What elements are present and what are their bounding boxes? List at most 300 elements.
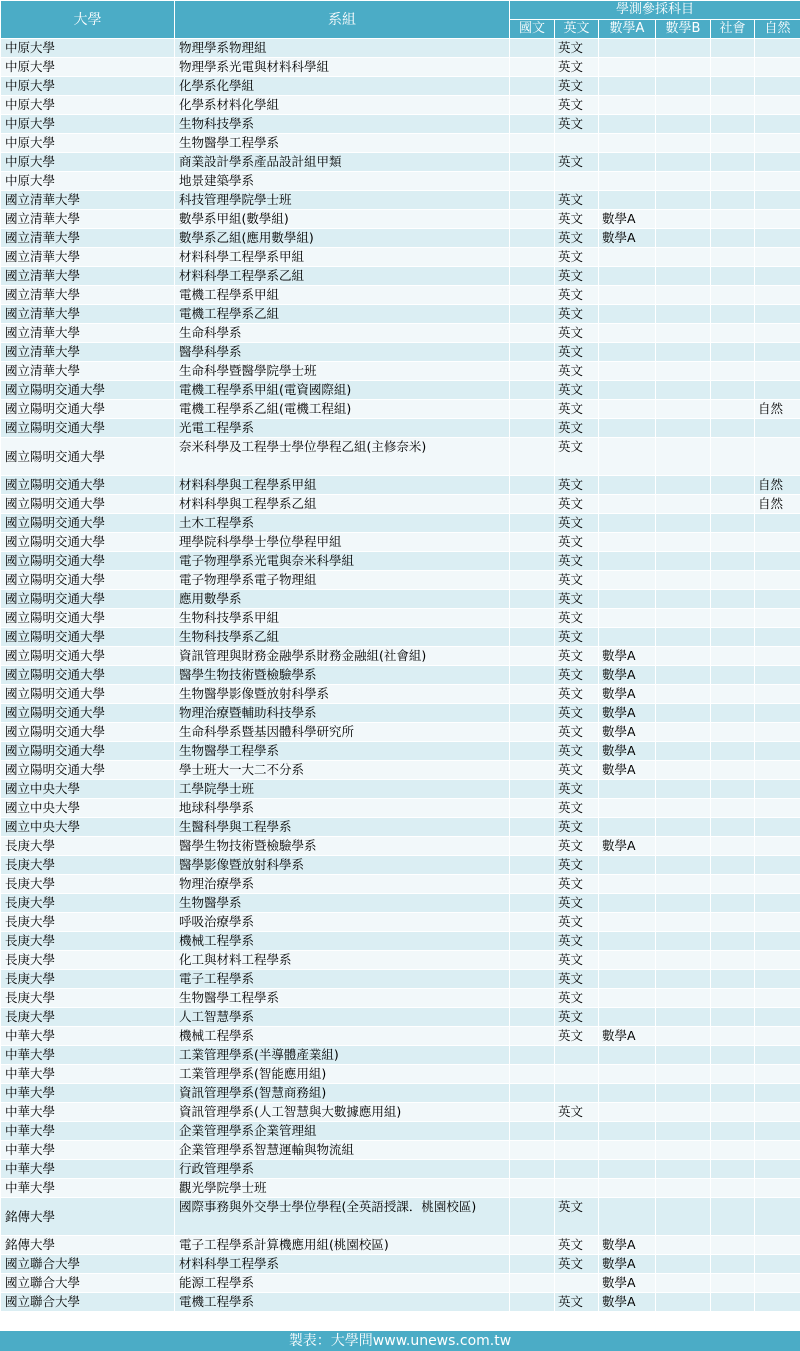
table-row — [1, 1198, 800, 1236]
table-row — [1, 77, 800, 96]
subject-math-b-cell — [656, 666, 711, 685]
university-cell: 中原大學 — [1, 153, 175, 172]
university-cell: 國立清華大學 — [1, 286, 175, 305]
university-cell: 國立陽明交通大學 — [1, 476, 175, 495]
university-cell: 國立陽明交通大學 — [1, 647, 175, 666]
subject-english-cell: 英文 — [555, 837, 599, 856]
subject-science-cell — [755, 1122, 800, 1141]
subject-math-a-cell: 數學A — [599, 837, 656, 856]
subject-chinese-cell — [510, 1179, 555, 1198]
header-subject-math-a: 數學A — [599, 20, 656, 39]
subject-math-a-cell: 數學A — [599, 1293, 656, 1312]
university-cell: 中華大學 — [1, 1084, 175, 1103]
subject-math-b-cell — [656, 1179, 711, 1198]
department-cell: 電子工程學系 — [175, 970, 510, 989]
subject-math-a-cell: 數學A — [599, 666, 656, 685]
subject-chinese-cell — [510, 191, 555, 210]
subject-english-cell: 英文 — [555, 723, 599, 742]
subject-math-a-cell — [599, 267, 656, 286]
subject-science-cell — [755, 1160, 800, 1179]
subject-science-cell — [755, 1065, 800, 1084]
subject-english-cell: 英文 — [555, 343, 599, 362]
subject-english-cell: 英文 — [555, 514, 599, 533]
subject-math-a-cell — [599, 1141, 656, 1160]
subject-english-cell: 英文 — [555, 799, 599, 818]
subject-chinese-cell — [510, 628, 555, 647]
university-cell: 長庚大學 — [1, 989, 175, 1008]
subject-math-b-cell — [656, 780, 711, 799]
subject-english-cell: 英文 — [555, 191, 599, 210]
university-cell: 中原大學 — [1, 39, 175, 58]
department-cell: 物理學系光電與材料科學組 — [175, 58, 510, 77]
department-cell: 工業管理學系(智能應用組) — [175, 1065, 510, 1084]
subject-english-cell: 英文 — [555, 704, 599, 723]
subject-chinese-cell — [510, 343, 555, 362]
subject-math-b-cell — [656, 96, 711, 115]
subject-english-cell — [555, 1084, 599, 1103]
table-row — [1, 1236, 800, 1255]
subject-chinese-cell — [510, 1008, 555, 1027]
subject-math-b-cell — [656, 932, 711, 951]
subject-math-a-cell — [599, 628, 656, 647]
table-row — [1, 780, 800, 799]
subject-math-b-cell — [656, 970, 711, 989]
table-row — [1, 476, 800, 495]
subject-math-a-cell — [599, 286, 656, 305]
department-cell: 電機工程學系乙組 — [175, 305, 510, 324]
subject-math-b-cell — [656, 704, 711, 723]
subject-science-cell — [755, 932, 800, 951]
subject-math-b-cell — [656, 514, 711, 533]
subject-english-cell: 英文 — [555, 419, 599, 438]
subject-math-b-cell — [656, 723, 711, 742]
subject-math-b-cell — [656, 1046, 711, 1065]
subject-chinese-cell — [510, 533, 555, 552]
footer-credit: 製表：大學問www.unews.com.tw — [0, 1331, 800, 1351]
department-cell: 電子工程學系計算機應用組(桃園校區) — [175, 1236, 510, 1255]
subject-science-cell — [755, 229, 800, 248]
subject-chinese-cell — [510, 875, 555, 894]
department-cell: 應用數學系 — [175, 590, 510, 609]
department-cell: 工業管理學系(半導體產業組) — [175, 1046, 510, 1065]
subject-math-a-cell: 數學A — [599, 229, 656, 248]
department-cell: 材料科學工程學系 — [175, 1255, 510, 1274]
subject-math-a-cell — [599, 590, 656, 609]
subject-social-cell — [711, 286, 755, 305]
subject-math-b-cell — [656, 856, 711, 875]
university-cell: 長庚大學 — [1, 875, 175, 894]
department-cell: 企業管理學系智慧運輸與物流組 — [175, 1141, 510, 1160]
department-cell: 化學系材料化學組 — [175, 96, 510, 115]
subject-math-b-cell — [656, 818, 711, 837]
table-row — [1, 875, 800, 894]
subject-english-cell: 英文 — [555, 77, 599, 96]
university-cell: 中原大學 — [1, 115, 175, 134]
subject-math-a-cell — [599, 77, 656, 96]
department-cell: 光電工程學系 — [175, 419, 510, 438]
table-row — [1, 438, 800, 476]
subject-science-cell — [755, 571, 800, 590]
university-cell: 中原大學 — [1, 58, 175, 77]
subject-science-cell — [755, 1103, 800, 1122]
subject-math-a-cell — [599, 932, 656, 951]
department-cell: 科技管理學院學士班 — [175, 191, 510, 210]
subject-science-cell — [755, 533, 800, 552]
subject-chinese-cell — [510, 96, 555, 115]
subject-chinese-cell — [510, 780, 555, 799]
subject-english-cell: 英文 — [555, 913, 599, 932]
subject-chinese-cell — [510, 856, 555, 875]
subject-math-a-cell — [599, 875, 656, 894]
subject-social-cell — [711, 799, 755, 818]
subject-math-b-cell — [656, 381, 711, 400]
subject-chinese-cell — [510, 894, 555, 913]
subject-science-cell — [755, 1084, 800, 1103]
subject-math-b-cell — [656, 1065, 711, 1084]
subject-chinese-cell — [510, 495, 555, 514]
header-subject-chinese: 國文 — [510, 20, 555, 39]
subject-english-cell — [555, 1141, 599, 1160]
university-cell: 銘傳大學 — [1, 1198, 175, 1236]
subject-math-a-cell: 數學A — [599, 210, 656, 229]
subject-math-b-cell — [656, 799, 711, 818]
subject-science-cell — [755, 286, 800, 305]
header-department: 系組 — [175, 1, 510, 39]
university-cell: 國立聯合大學 — [1, 1255, 175, 1274]
subject-math-a-cell — [599, 400, 656, 419]
subject-math-b-cell — [656, 1274, 711, 1293]
table-row — [1, 1160, 800, 1179]
subject-math-a-cell — [599, 970, 656, 989]
department-cell: 生命科學暨醫學院學士班 — [175, 362, 510, 381]
department-cell: 能源工程學系 — [175, 1274, 510, 1293]
table-row — [1, 1103, 800, 1122]
university-cell: 國立清華大學 — [1, 191, 175, 210]
department-cell: 電機工程學系甲組(電資國際組) — [175, 381, 510, 400]
subject-chinese-cell — [510, 39, 555, 58]
table-row — [1, 989, 800, 1008]
subject-math-b-cell — [656, 172, 711, 191]
subject-math-b-cell — [656, 210, 711, 229]
subject-social-cell — [711, 1179, 755, 1198]
university-cell: 國立陽明交通大學 — [1, 552, 175, 571]
subject-math-a-cell — [599, 780, 656, 799]
department-cell: 材料科學與工程學系乙組 — [175, 495, 510, 514]
subject-math-b-cell — [656, 837, 711, 856]
subject-english-cell — [555, 1179, 599, 1198]
department-cell: 物理學系物理組 — [175, 39, 510, 58]
subject-social-cell — [711, 894, 755, 913]
subject-social-cell — [711, 514, 755, 533]
department-cell: 資訊管理學系(智慧商務組) — [175, 1084, 510, 1103]
subject-chinese-cell — [510, 210, 555, 229]
subject-science-cell — [755, 191, 800, 210]
university-cell: 國立陽明交通大學 — [1, 723, 175, 742]
university-cell: 國立陽明交通大學 — [1, 514, 175, 533]
subject-social-cell — [711, 77, 755, 96]
subject-social-cell — [711, 628, 755, 647]
subject-math-a-cell — [599, 343, 656, 362]
subject-math-b-cell — [656, 1236, 711, 1255]
subject-english-cell: 英文 — [555, 590, 599, 609]
table-row — [1, 514, 800, 533]
subject-science-cell — [755, 723, 800, 742]
table-row — [1, 229, 800, 248]
subject-math-a-cell: 數學A — [599, 761, 656, 780]
table-row — [1, 590, 800, 609]
subject-social-cell — [711, 780, 755, 799]
table-row — [1, 305, 800, 324]
department-cell: 生物醫學工程學系 — [175, 134, 510, 153]
subject-chinese-cell — [510, 742, 555, 761]
subject-science-cell — [755, 590, 800, 609]
subject-social-cell — [711, 1008, 755, 1027]
department-cell: 理學院科學學士學位學程甲組 — [175, 533, 510, 552]
subject-social-cell — [711, 932, 755, 951]
table-row — [1, 761, 800, 780]
subject-science-cell — [755, 96, 800, 115]
subject-math-b-cell — [656, 419, 711, 438]
university-cell: 長庚大學 — [1, 951, 175, 970]
subject-english-cell: 英文 — [555, 1103, 599, 1122]
subject-math-b-cell — [656, 685, 711, 704]
subject-math-a-cell — [599, 1084, 656, 1103]
subject-social-cell — [711, 1141, 755, 1160]
university-cell: 國立陽明交通大學 — [1, 704, 175, 723]
table-row — [1, 248, 800, 267]
subject-science-cell — [755, 742, 800, 761]
department-cell: 電子物理學系光電與奈米科學組 — [175, 552, 510, 571]
table-row — [1, 381, 800, 400]
subject-math-b-cell — [656, 400, 711, 419]
subject-math-a-cell — [599, 1065, 656, 1084]
subject-social-cell — [711, 1160, 755, 1179]
subject-english-cell: 英文 — [555, 96, 599, 115]
university-cell: 國立清華大學 — [1, 229, 175, 248]
subject-science-cell — [755, 1293, 800, 1312]
table-row — [1, 856, 800, 875]
header-subject-social: 社會 — [711, 20, 755, 39]
subject-science-cell — [755, 818, 800, 837]
subject-chinese-cell — [510, 153, 555, 172]
subject-english-cell: 英文 — [555, 153, 599, 172]
subject-math-a-cell: 數學A — [599, 742, 656, 761]
department-cell: 生物科技學系 — [175, 115, 510, 134]
university-cell: 國立中央大學 — [1, 780, 175, 799]
subject-math-a-cell — [599, 324, 656, 343]
subject-chinese-cell — [510, 1236, 555, 1255]
subject-math-b-cell — [656, 628, 711, 647]
department-cell: 物理治療暨輔助科技學系 — [175, 704, 510, 723]
university-cell: 國立陽明交通大學 — [1, 761, 175, 780]
subject-science-cell: 自然 — [755, 476, 800, 495]
university-cell: 國立清華大學 — [1, 305, 175, 324]
table-row — [1, 324, 800, 343]
subject-english-cell: 英文 — [555, 324, 599, 343]
university-cell: 國立中央大學 — [1, 799, 175, 818]
subject-math-a-cell — [599, 951, 656, 970]
university-cell: 國立清華大學 — [1, 267, 175, 286]
table-row — [1, 799, 800, 818]
department-cell: 化學系化學組 — [175, 77, 510, 96]
university-cell: 中原大學 — [1, 77, 175, 96]
department-cell: 材料科學工程學系甲組 — [175, 248, 510, 267]
subject-chinese-cell — [510, 305, 555, 324]
subject-math-b-cell — [656, 134, 711, 153]
subject-science-cell — [755, 343, 800, 362]
subject-math-a-cell — [599, 39, 656, 58]
university-cell: 長庚大學 — [1, 932, 175, 951]
table-row — [1, 343, 800, 362]
table-row — [1, 134, 800, 153]
subject-english-cell: 英文 — [555, 780, 599, 799]
table-row — [1, 1274, 800, 1293]
table-row — [1, 951, 800, 970]
subject-english-cell: 英文 — [555, 248, 599, 267]
subject-science-cell — [755, 267, 800, 286]
subject-chinese-cell — [510, 172, 555, 191]
subject-english-cell: 英文 — [555, 761, 599, 780]
table-row — [1, 39, 800, 58]
subject-math-a-cell — [599, 552, 656, 571]
subject-chinese-cell — [510, 58, 555, 77]
subject-chinese-cell — [510, 1141, 555, 1160]
table-row — [1, 647, 800, 666]
subject-chinese-cell — [510, 989, 555, 1008]
subject-math-a-cell — [599, 989, 656, 1008]
subject-chinese-cell — [510, 286, 555, 305]
subject-math-a-cell — [599, 514, 656, 533]
subject-english-cell: 英文 — [555, 1008, 599, 1027]
subject-chinese-cell — [510, 1046, 555, 1065]
subject-chinese-cell — [510, 1065, 555, 1084]
subject-chinese-cell — [510, 723, 555, 742]
department-cell: 學士班大一大二不分系 — [175, 761, 510, 780]
university-cell: 長庚大學 — [1, 837, 175, 856]
table-row — [1, 894, 800, 913]
subject-math-a-cell — [599, 191, 656, 210]
department-cell: 數學系乙組(應用數學組) — [175, 229, 510, 248]
subject-chinese-cell — [510, 571, 555, 590]
department-cell: 地景建築學系 — [175, 172, 510, 191]
subject-social-cell — [711, 970, 755, 989]
subject-social-cell — [711, 723, 755, 742]
subject-science-cell — [755, 704, 800, 723]
subject-math-b-cell — [656, 609, 711, 628]
subject-social-cell — [711, 1293, 755, 1312]
subject-math-b-cell — [656, 913, 711, 932]
subject-science-cell — [755, 248, 800, 267]
subject-english-cell: 英文 — [555, 476, 599, 495]
table-row — [1, 609, 800, 628]
subject-science-cell: 自然 — [755, 400, 800, 419]
subject-science-cell — [755, 1179, 800, 1198]
subject-science-cell — [755, 628, 800, 647]
department-cell: 電子物理學系電子物理組 — [175, 571, 510, 590]
subject-science-cell — [755, 685, 800, 704]
subject-science-cell — [755, 799, 800, 818]
university-cell: 中原大學 — [1, 96, 175, 115]
subject-science-cell — [755, 913, 800, 932]
subject-chinese-cell — [510, 932, 555, 951]
subject-science-cell — [755, 153, 800, 172]
university-cell: 中華大學 — [1, 1046, 175, 1065]
subject-social-cell — [711, 115, 755, 134]
subject-math-a-cell: 數學A — [599, 723, 656, 742]
subject-chinese-cell — [510, 1122, 555, 1141]
subject-math-a-cell — [599, 913, 656, 932]
subject-chinese-cell — [510, 1103, 555, 1122]
university-cell: 長庚大學 — [1, 894, 175, 913]
subject-social-cell — [711, 685, 755, 704]
subject-english-cell: 英文 — [555, 438, 599, 476]
department-cell: 機械工程學系 — [175, 932, 510, 951]
university-cell: 中華大學 — [1, 1122, 175, 1141]
subject-science-cell — [755, 210, 800, 229]
subject-social-cell — [711, 666, 755, 685]
subject-social-cell — [711, 1255, 755, 1274]
subject-chinese-cell — [510, 970, 555, 989]
subject-science-cell — [755, 305, 800, 324]
subject-english-cell — [555, 1122, 599, 1141]
subject-science-cell — [755, 1274, 800, 1293]
department-cell: 生物科技學系甲組 — [175, 609, 510, 628]
table-row — [1, 210, 800, 229]
subject-english-cell: 英文 — [555, 894, 599, 913]
subject-english-cell: 英文 — [555, 39, 599, 58]
subject-social-cell — [711, 761, 755, 780]
department-cell: 資訊管理與財務金融學系財務金融組(社會組) — [175, 647, 510, 666]
subject-social-cell — [711, 153, 755, 172]
subject-math-a-cell — [599, 134, 656, 153]
subject-math-b-cell — [656, 1198, 711, 1236]
subject-social-cell — [711, 951, 755, 970]
subject-chinese-cell — [510, 704, 555, 723]
subject-math-b-cell — [656, 1255, 711, 1274]
university-cell: 中華大學 — [1, 1179, 175, 1198]
department-cell: 醫學生物技術暨檢驗學系 — [175, 666, 510, 685]
subject-social-cell — [711, 191, 755, 210]
header-subjects-group: 學測參採科目 — [510, 1, 800, 20]
subject-english-cell: 英文 — [555, 666, 599, 685]
subject-english-cell: 英文 — [555, 856, 599, 875]
department-cell: 行政管理學系 — [175, 1160, 510, 1179]
subject-math-b-cell — [656, 324, 711, 343]
university-cell: 國立陽明交通大學 — [1, 609, 175, 628]
subject-math-b-cell — [656, 1141, 711, 1160]
subject-chinese-cell — [510, 913, 555, 932]
subject-english-cell: 英文 — [555, 970, 599, 989]
university-cell: 中華大學 — [1, 1160, 175, 1179]
subject-math-a-cell — [599, 1046, 656, 1065]
subject-social-cell — [711, 704, 755, 723]
subject-math-a-cell — [599, 96, 656, 115]
department-cell: 醫學生物技術暨檢驗學系 — [175, 837, 510, 856]
subject-social-cell — [711, 210, 755, 229]
subject-chinese-cell — [510, 1293, 555, 1312]
university-cell: 中華大學 — [1, 1141, 175, 1160]
subject-chinese-cell — [510, 837, 555, 856]
university-cell: 長庚大學 — [1, 970, 175, 989]
table-row — [1, 1046, 800, 1065]
header-university: 大學 — [1, 1, 175, 39]
subject-english-cell: 英文 — [555, 571, 599, 590]
subject-english-cell: 英文 — [555, 1198, 599, 1236]
subject-social-cell — [711, 438, 755, 476]
subject-science-cell — [755, 1008, 800, 1027]
subject-math-b-cell — [656, 495, 711, 514]
subject-math-b-cell — [656, 115, 711, 134]
